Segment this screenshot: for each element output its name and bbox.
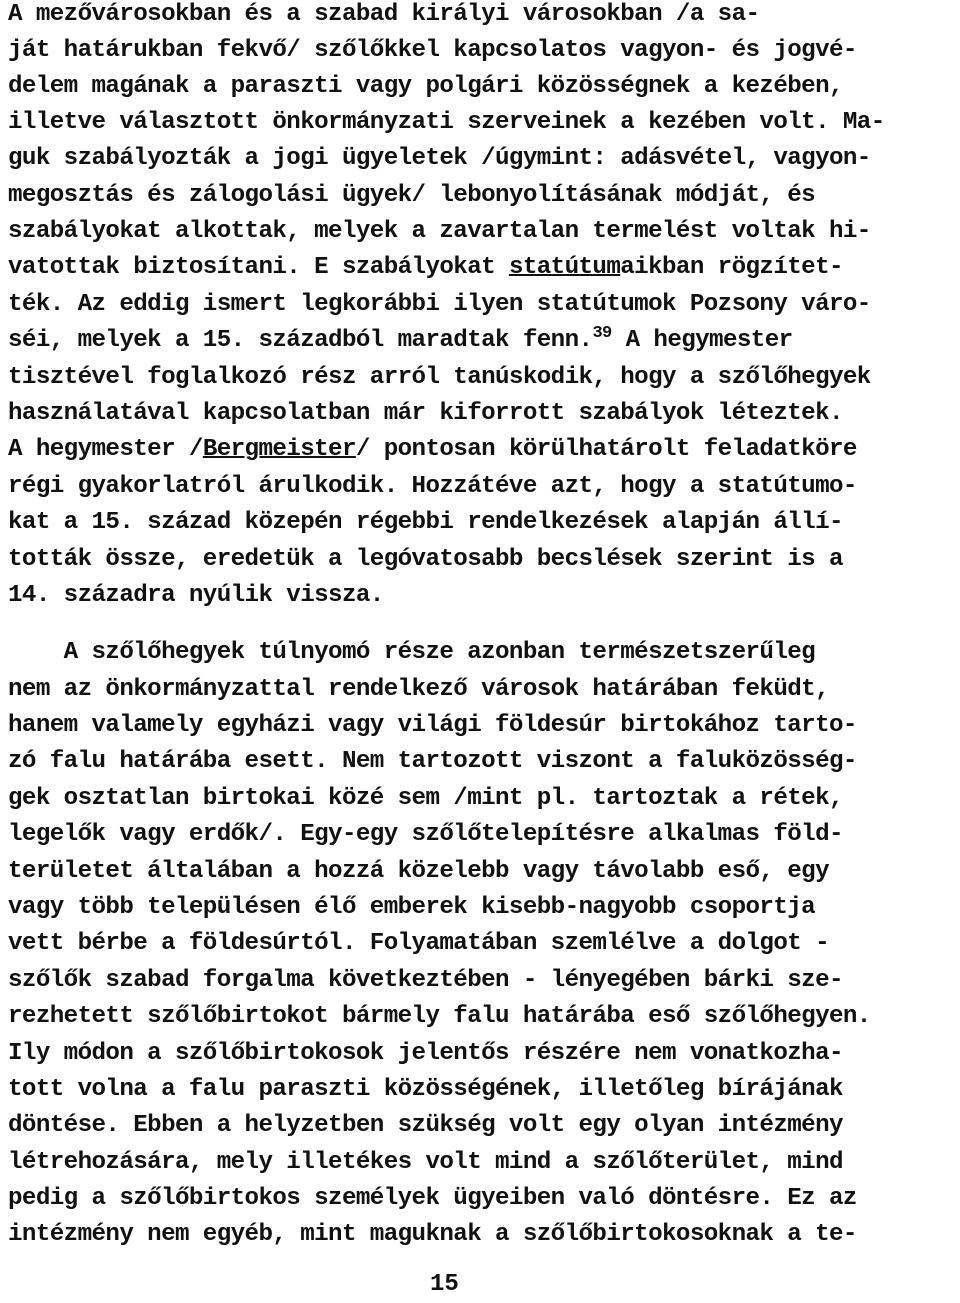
text-line-5: guk szabályozták a jogi ügyeletek /úgymint: adásvétel, vagyon- xyxy=(8,145,871,172)
text-line-31: döntése. Ebben a helyzetben szükség volt egy olyan intézmény xyxy=(8,1112,843,1139)
text-line-3: delem magának a paraszti vagy polgári közösségnek a kezében, xyxy=(8,73,843,100)
text-line-32: létrehozására, mely illetékes volt mind a szőlőterület, mind xyxy=(8,1149,843,1176)
text-line-27: szőlők szabad forgalma következtében - lényegében bárki sze- xyxy=(8,967,843,994)
text-line-26: vett bérbe a földesúrtól. Folyamatában szemlélve a dolgot - xyxy=(8,930,829,957)
text-line-16: tották össze, eredetük a legóvatosabb becslések szerint is a xyxy=(8,546,843,573)
text-line-30: tott volna a falu paraszti közösségének, illetőleg bírájának xyxy=(8,1076,843,1103)
footnote-reference: 39 xyxy=(592,324,612,343)
text-line-8: vatottak biztosítani. E szabályokat statútumaikban rögzítet- xyxy=(8,254,843,281)
text-line-22: gek osztatlan birtokai közé sem /mint pl. tartoztak a rétek, xyxy=(8,785,843,812)
text-line-7: szabályokat alkottak, melyek a zavartalan termelést voltak hi- xyxy=(8,218,871,245)
page-number: 15 xyxy=(430,1271,459,1298)
text-line-23: legelők vagy erdők/. Egy-egy szőlőtelepítésre alkalmas föld- xyxy=(8,821,843,848)
text-line-29: Ily módon a szőlőbirtokosok jelentős részére nem vonatkozha- xyxy=(8,1040,843,1067)
text-line-2: ját határukban fekvő/ szőlőkkel kapcsolatos vagyon- és jogvé- xyxy=(8,37,857,64)
text-line-10: séi, melyek a 15. századból maradtak fenn.$^{39}$ A hegymester xyxy=(8,324,793,354)
underlined-term: statútum xyxy=(508,254,621,281)
text-line-24: területet általában a hozzá közelebb vagy távolabb eső, egy xyxy=(8,858,829,885)
text-line-20: hanem valamely egyházi vagy világi földesúr birtokához tarto- xyxy=(8,712,857,739)
text-line-6: megosztás és zálogolási ügyek/ lebonyolításának módját, és xyxy=(8,182,816,209)
text-line-33: pedig a szőlőbirtokos személyek ügyeiben való döntésre. Ez az xyxy=(8,1185,857,1212)
text-line-34: intézmény nem egyéb, mint maguknak a szőlőbirtokosoknak a te- xyxy=(8,1221,857,1248)
text-line-17: 14. századra nyúlik vissza. xyxy=(8,582,384,609)
text-line-4: illetve választott önkormányzati szerveinek a kezében volt. Ma- xyxy=(8,109,885,136)
text-line-15: kat a 15. század közepén régebbi rendelkezések alapján állí- xyxy=(8,509,843,536)
text-line-11: tisztével foglalkozó rész arról tanúskodik, hogy a szőlőhegyek xyxy=(8,364,871,391)
text-line-21: zó falu határába esett. Nem tartozott viszont a faluközösség- xyxy=(8,748,857,775)
text-line-25: vagy több településen élő emberek kisebb-nagyobb csoportja xyxy=(8,894,816,921)
underlined-term: Bergmeister xyxy=(202,436,356,463)
text-line-9: ték. Az eddig ismert legkorábbi ilyen statútumok Pozsony váro- xyxy=(8,291,871,318)
text-line-12: használatával kapcsolatban már kiforrott szabályok léteztek. xyxy=(8,400,843,427)
text-line-14: régi gyakorlatról árulkodik. Hozzátéve azt, hogy a statútumo- xyxy=(8,473,857,500)
text-line-13: A hegymester /Bergmeister/ pontosan körülhatárolt feladatköre xyxy=(8,436,857,463)
text-line-19: nem az önkormányzattal rendelkező városok határában feküdt, xyxy=(8,676,829,703)
text-line-1: A mezővárosokban és a szabad királyi városokban /a sa- xyxy=(8,1,760,28)
text-line-18: A szőlőhegyek túlnyomó része azonban természetszerűleg xyxy=(8,639,816,666)
text-line-28: rezhetett szőlőbirtokot bármely falu határába eső szőlőhegyen. xyxy=(8,1003,871,1030)
